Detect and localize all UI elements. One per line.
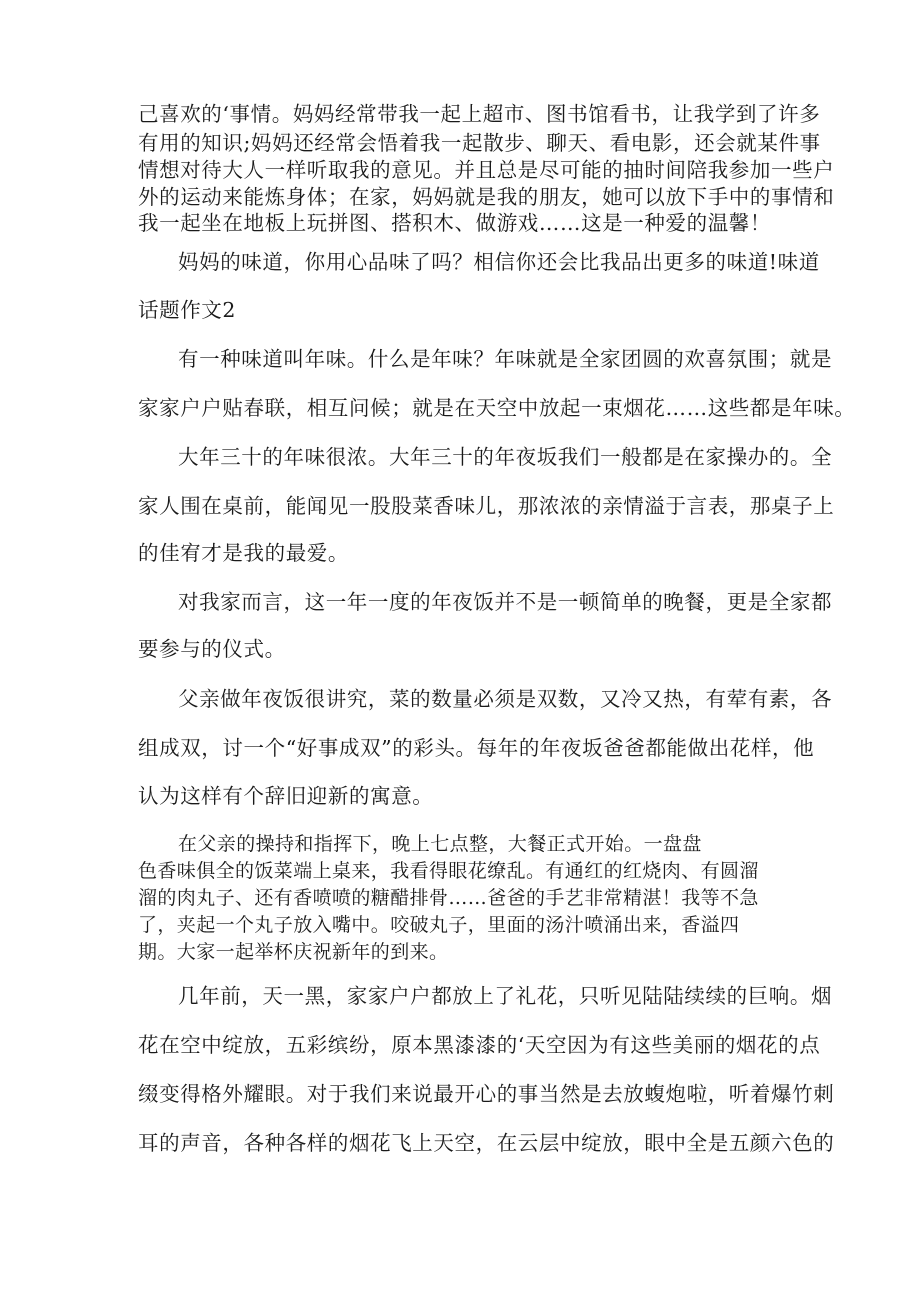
text-line: 的佳宥才是我的最爱。 [138, 541, 349, 565]
text-line: 花在空中绽放，五彩缤纷，原本黑漆漆的‘天空因为有这些美丽的烟花的点 [138, 1033, 821, 1057]
text-line: 认为这样有个辞旧迎新的寓意。 [138, 784, 434, 808]
text-line: 己喜欢的‘事情。妈妈经常带我一起上超市、图书馆看书，让我学到了许多 [138, 102, 821, 126]
text-line: 我一起坐在地板上玩拼图、搭积木、做游戏……这是一种爱的温馨！ [138, 211, 771, 235]
text-line: 父亲做年夜饭很讲究，菜的数量必须是双数，又冷又热，有荤有素，各 [178, 687, 833, 711]
text-line: 外的运动来能炼身体；在家，妈妈就是我的朋友，她可以放下手中的事情和 [138, 185, 835, 209]
text-line: 几年前，天一黑，家家户户都放上了礼花，只听见陆陆续续的巨响。烟 [178, 984, 833, 1008]
text-line: 妈妈的味道，你用心品味了吗？相信你还会比我品出更多的味道!味道 [178, 250, 820, 274]
text-line: 要参与的仪式。 [138, 637, 286, 661]
text-line: 话题作文2 [138, 298, 237, 322]
text-line: 缀变得格外耀眼。对于我们来说最开心的事当然是去放蝮炮啦，听着爆竹刺 [138, 1082, 835, 1106]
text-line: 大年三十的年味很浓。大年三十的年夜坂我们一般都是在家操办的。全 [178, 445, 833, 469]
text-line: 组成双，讨一个“好事成双”的彩头。每年的年夜坂爸爸都能做出花样，他 [138, 736, 815, 760]
text-line: 期。大家一起举杯庆祝新年的到来。 [138, 941, 449, 963]
text-line: 有用的知识;妈妈还经常会悟着我一起散步、聊天、看电影，还会就某件事 [138, 131, 821, 155]
text-line: 有一种味道叫年味。什么是年味？年味就是全家团圆的欢喜氛围；就是 [178, 347, 833, 371]
text-line: 了，夹起一个丸子放入嘴中。咬破丸子，里面的汤汁喷涌出来，香溢四 [138, 914, 740, 936]
text-line: 对我家而言，这一年一度的年夜饭并不是一顿简单的晚餐，更是全家都 [178, 590, 833, 614]
text-line: 家人围在桌前，能闻见一股股菜香味儿，那浓浓的亲情溢于言表，那桌子上 [138, 494, 835, 518]
text-line: 色香味俱全的饭菜端上桌来，我看得眼花缭乱。有通红的红烧肉、有圆溜 [138, 860, 759, 882]
text-line: 在父亲的操持和指挥下，晚上七点整，大餐正式开始。一盘盘 [178, 833, 702, 855]
text-line: 家家户户贴春联，相互问候；就是在天空中放起一束烟花……这些都是年味。 [138, 396, 856, 420]
text-line: 情想对待大人一样听取我的意见。并且总是尽可能的抽时间陪我参加一些户 [138, 158, 835, 182]
text-line: 溜的肉丸子、还有香喷喷的糖醋排骨……爸爸的手艺非常精湛！我等不急 [138, 887, 759, 909]
text-line: 耳的声音，各种各样的烟花飞上天空，在云层中绽放，眼中全是五颜六色的 [138, 1131, 835, 1155]
